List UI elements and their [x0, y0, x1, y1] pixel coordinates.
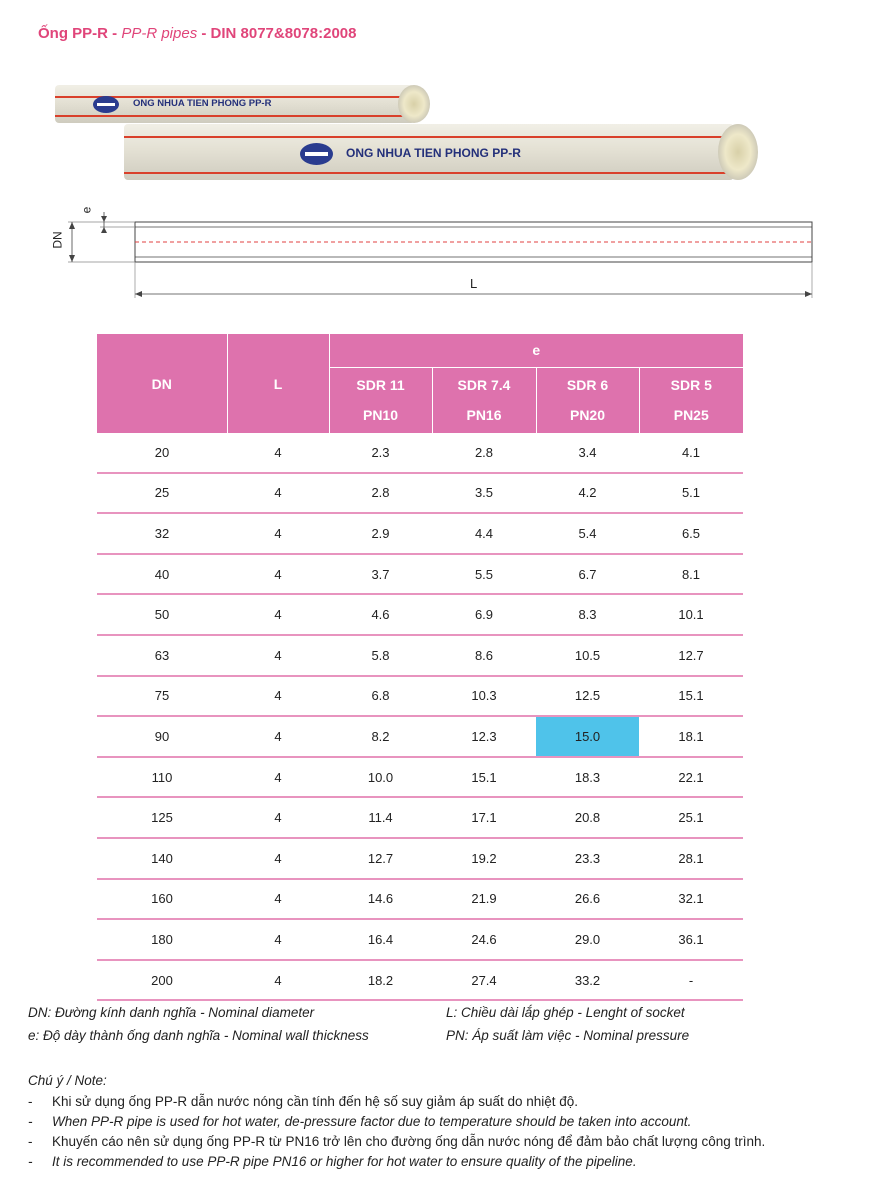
table-cell: 8.6: [432, 635, 536, 676]
table-row: [97, 554, 743, 595]
table-cell: 15.1: [639, 676, 743, 717]
table-cell: 4: [227, 513, 329, 554]
legend-e: e: Độ dày thành ống danh nghĩa - Nominal wall thickness: [28, 1028, 369, 1043]
table-row: [97, 594, 743, 635]
table-cell: 21.9: [432, 879, 536, 920]
header-class: [432, 367, 536, 433]
table-cell: 10.3: [432, 676, 536, 717]
pn-label: PN25: [673, 407, 709, 424]
table-cell: 6.7: [536, 554, 639, 595]
label-e: e: [79, 206, 94, 214]
header-class: [329, 367, 432, 433]
table-cell: 2.9: [329, 513, 432, 554]
table-cell: 12.3: [432, 716, 536, 757]
legend-dn: DN: Đường kính danh nghĩa - Nominal diameter: [28, 1005, 315, 1020]
table-cell: 4: [227, 473, 329, 514]
table-cell: 6.8: [329, 676, 432, 717]
table-cell: 20.8: [536, 797, 639, 838]
table-cell: 180: [97, 919, 227, 960]
table-cell: 15.0: [536, 716, 639, 757]
table-cell: 8.3: [536, 594, 639, 635]
table-cell: 4.6: [329, 594, 432, 635]
header-class: [536, 367, 639, 433]
pn-label: PN20: [569, 407, 606, 424]
table-cell: 12.7: [329, 838, 432, 879]
table-cell: 20: [97, 433, 227, 473]
table-cell: 5.4: [536, 513, 639, 554]
table-cell: 6.9: [432, 594, 536, 635]
table-cell: 40: [97, 554, 227, 595]
table-cell: 4: [227, 594, 329, 635]
title-en: PP-R pipes: [121, 25, 198, 42]
table-row: [97, 433, 743, 473]
pn-label: PN10: [362, 407, 399, 424]
table-cell: 5.5: [432, 554, 536, 595]
pipe-dimension-diagram: [0, 0, 891, 310]
pipe-brand-large: ONG NHUA TIEN PHONG PP-R: [346, 146, 521, 160]
table-row: [97, 676, 743, 717]
table-cell: 18.3: [536, 757, 639, 798]
table-cell: 140: [97, 838, 227, 879]
table-cell: 4: [227, 960, 329, 1001]
table-cell: 23.3: [536, 838, 639, 879]
note-item: - Khuyến cáo nên sử dụng ống PP-R từ PN16 trở lên cho đường ống dẫn nước nóng để đảm bảo chất lượng công trình.: [28, 1134, 765, 1149]
table-cell: 5.1: [639, 473, 743, 514]
table-cell: 4: [227, 919, 329, 960]
table-cell: 26.6: [536, 879, 639, 920]
table-cell: 125: [97, 797, 227, 838]
table-cell: 2.8: [329, 473, 432, 514]
label-dn: DN: [50, 231, 65, 249]
title-standard: - DIN 8077&8078:2008: [197, 25, 357, 42]
header-e: e: [329, 334, 743, 367]
table-cell: 90: [97, 716, 227, 757]
table-cell: 3.7: [329, 554, 432, 595]
table-cell: 27.4: [432, 960, 536, 1001]
table-cell: 16.4: [329, 919, 432, 960]
table-cell: 4: [227, 433, 329, 473]
table-cell: 4: [227, 879, 329, 920]
table-cell: 4.4: [432, 513, 536, 554]
header-class: [639, 367, 743, 433]
table-cell: 4.1: [639, 433, 743, 473]
sdr-label: SDR 11: [356, 377, 405, 394]
table-cell: 4: [227, 838, 329, 879]
table-cell: 19.2: [432, 838, 536, 879]
table-cell: 18.2: [329, 960, 432, 1001]
table-cell: 4: [227, 797, 329, 838]
table-cell: 6.5: [639, 513, 743, 554]
pn-label: PN16: [466, 407, 502, 424]
notes-title: Chú ý / Note:: [28, 1073, 107, 1088]
table-cell: 25: [97, 473, 227, 514]
table-cell: 63: [97, 635, 227, 676]
table-cell: 33.2: [536, 960, 639, 1001]
table-row: [97, 473, 743, 514]
table-cell: 10.1: [639, 594, 743, 635]
table-row: [97, 960, 743, 1001]
table-cell: 200: [97, 960, 227, 1001]
table-row: [97, 757, 743, 798]
table-cell: 10.0: [329, 757, 432, 798]
table-cell: 110: [97, 757, 227, 798]
table-cell: 18.1: [639, 716, 743, 757]
notes-section: [28, 1073, 765, 1174]
note-item: - It is recommended to use PP-R pipe PN16 or higher for hot water to ensure quality of the pipeline.: [28, 1154, 765, 1169]
title-vi: Ống PP-R -: [38, 25, 122, 42]
table-cell: 4: [227, 716, 329, 757]
table-cell: 12.7: [639, 635, 743, 676]
table-cell: -: [639, 960, 743, 1001]
table-cell: 4: [227, 676, 329, 717]
table-cell: 32: [97, 513, 227, 554]
table-cell: 5.8: [329, 635, 432, 676]
table-cell: 8.1: [639, 554, 743, 595]
sdr-label: SDR 6: [566, 377, 609, 394]
table-cell: 160: [97, 879, 227, 920]
table-row: [97, 919, 743, 960]
header-l: L: [227, 334, 329, 433]
note-item: - Khi sử dụng ống PP-R dẫn nước nóng cần tính đến hệ số suy giảm áp suất do nhiệt độ.: [28, 1094, 765, 1109]
table-cell: 4: [227, 757, 329, 798]
table-row: [97, 513, 743, 554]
table-cell: 3.4: [536, 433, 639, 473]
table-cell: 3.5: [432, 473, 536, 514]
table-cell: 2.8: [432, 433, 536, 473]
pipe-brand-small: ONG NHUA TIEN PHONG PP-R: [133, 98, 272, 109]
table-row: [97, 838, 743, 879]
table-cell: 36.1: [639, 919, 743, 960]
table-cell: 11.4: [329, 797, 432, 838]
table-cell: 8.2: [329, 716, 432, 757]
table-cell: 10.5: [536, 635, 639, 676]
sdr-label: SDR 7.4: [457, 377, 511, 394]
table-cell: 2.3: [329, 433, 432, 473]
table-cell: 12.5: [536, 676, 639, 717]
table-row: [97, 879, 743, 920]
table-cell: 28.1: [639, 838, 743, 879]
table-row: [97, 635, 743, 676]
table-cell: 50: [97, 594, 227, 635]
legend-l: L: Chiều dài lắp ghép - Lenght of socket: [446, 1005, 685, 1020]
table-cell: 75: [97, 676, 227, 717]
table-cell: 15.1: [432, 757, 536, 798]
header-dn: DN: [97, 334, 227, 433]
table-cell: 24.6: [432, 919, 536, 960]
sdr-label: SDR 5: [670, 377, 712, 394]
table-row: [97, 716, 743, 757]
pipe-spec-table: [97, 334, 743, 1001]
table-cell: 22.1: [639, 757, 743, 798]
table-cell: 4.2: [536, 473, 639, 514]
table-cell: 32.1: [639, 879, 743, 920]
table-row: [97, 797, 743, 838]
label-l: L: [470, 276, 478, 291]
table-cell: 4: [227, 635, 329, 676]
legend-pn: PN: Áp suất làm việc - Nominal pressure: [446, 1028, 690, 1043]
table-cell: 14.6: [329, 879, 432, 920]
note-item: - When PP-R pipe is used for hot water, de-pressure factor due to temperature should be taken into account.: [28, 1114, 765, 1129]
table-cell: 25.1: [639, 797, 743, 838]
table-cell: 29.0: [536, 919, 639, 960]
table-cell: 4: [227, 554, 329, 595]
table-cell: 17.1: [432, 797, 536, 838]
